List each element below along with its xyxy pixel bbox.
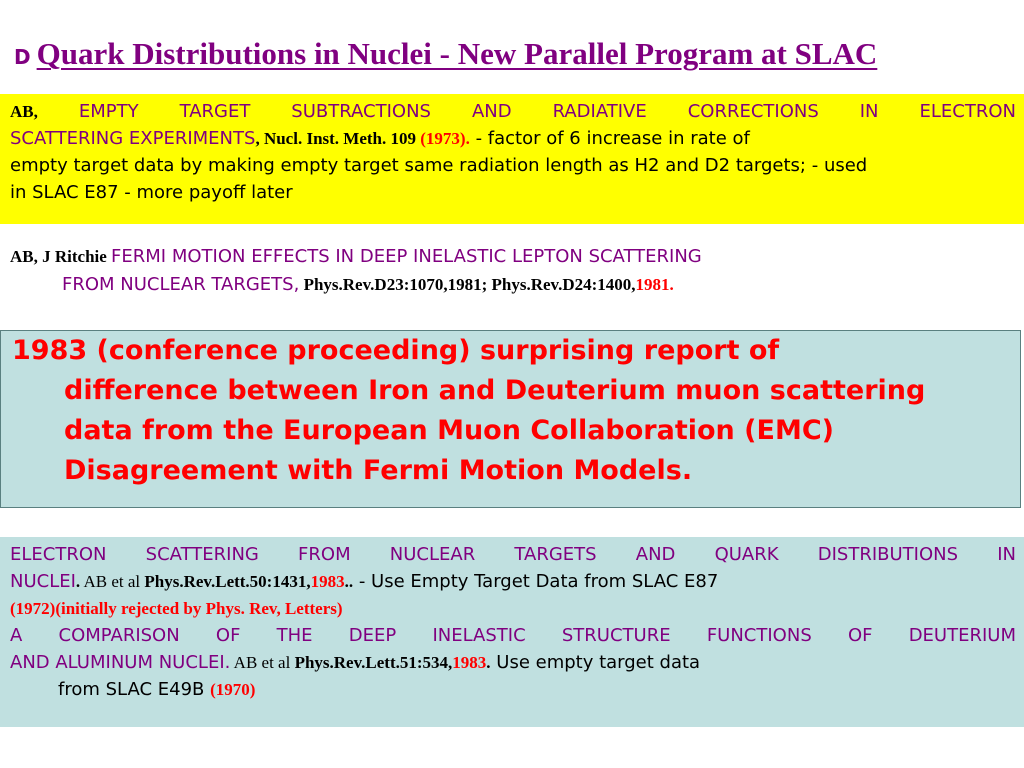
year: (1973). — [420, 129, 470, 148]
reference-paragraph-1 — [10, 98, 1016, 206]
journal: Nucl. Inst. Meth. 109 — [259, 129, 421, 148]
reference-line — [10, 568, 1016, 595]
paper-title: A COMPARISON OF THE DEEP INELASTIC STRUCTURE FUNCTIONS OF DEUTERIUM — [10, 625, 1016, 646]
emc-line: Disagreement with Fermi Motion Models. — [64, 455, 693, 486]
reference-line — [10, 649, 1016, 676]
description-line: empty target data by making empty target same radiation length as H2 and D2 targets; - used — [10, 155, 868, 176]
emc-highlight-box — [0, 330, 1021, 508]
paper-title: FERMI MOTION EFFECTS IN DEEP INELASTIC LEPTON SCATTERING — [111, 246, 702, 267]
reference-paragraphs — [10, 541, 1016, 703]
description: from SLAC E49B — [58, 679, 211, 700]
dot: . — [75, 572, 81, 591]
paper-title-cont: SCATTERING EXPERIMENTS — [10, 128, 256, 149]
reference-line — [10, 125, 1016, 152]
reference-line — [10, 271, 1010, 299]
reference-line — [10, 243, 1010, 271]
year: 1981. — [635, 275, 674, 294]
dot: . — [486, 653, 491, 672]
emc-text — [12, 331, 1012, 491]
slide-title-text: Quark Distributions in Nuclei - New Parallel Program at SLAC — [36, 36, 878, 71]
dots: .. — [344, 572, 354, 591]
description: - factor of 6 increase in rate of — [469, 128, 750, 149]
description-line: in SLAC E87 - more payoff later — [10, 182, 293, 203]
paper-title-cont: AND ALUMINUM NUCLEI. — [10, 652, 231, 673]
slide-title — [14, 36, 1014, 72]
authors: AB et al — [230, 653, 295, 672]
authors: AB et al — [80, 572, 145, 591]
authors: AB, J Ritchie — [10, 247, 112, 266]
description: - Use Empty Target Data from SLAC E87 — [353, 571, 719, 592]
reference-fermi-motion — [10, 243, 1010, 299]
journal-ref: Phys.Rev.Lett.51:534, — [294, 653, 453, 672]
emc-line: 1983 (conference proceeding) surprising report of — [12, 335, 780, 366]
note: (1972)(initially rejected by Phys. Rev, Letters) — [10, 599, 343, 618]
year: 1983 — [310, 572, 345, 591]
year: (1970) — [210, 680, 256, 699]
description: Use empty target data — [490, 652, 701, 673]
comma: , — [255, 129, 260, 148]
year: 1983 — [452, 653, 487, 672]
reference-line — [10, 676, 1016, 703]
paper-title-cont: FROM NUCLEAR TARGETS, — [62, 274, 300, 295]
reference-box-slac-results — [0, 537, 1024, 727]
author: AB, — [10, 102, 38, 121]
emc-line: data from the European Muon Collaboration (EMC) — [64, 415, 834, 446]
reference-box-empty-target — [0, 94, 1024, 224]
bullet-marker: D — [14, 45, 31, 69]
journal-ref: Phys.Rev.Lett.50:1431, — [144, 572, 311, 591]
paper-title: EMPTY TARGET SUBTRACTIONS AND RADIATIVE CORRECTIONS IN ELECTRON — [78, 101, 1016, 122]
paper-title-cont: NUCLEI — [10, 571, 76, 592]
reference-line — [10, 98, 1016, 125]
paper-title: ELECTRON SCATTERING FROM NUCLEAR TARGETS AND QUARK DISTRIBUTIONS IN — [10, 544, 1016, 565]
emc-line: difference between Iron and Deuterium muon scattering — [64, 375, 926, 406]
journal-refs: Phys.Rev.D23:1070,1981; Phys.Rev.D24:1400, — [299, 275, 636, 294]
